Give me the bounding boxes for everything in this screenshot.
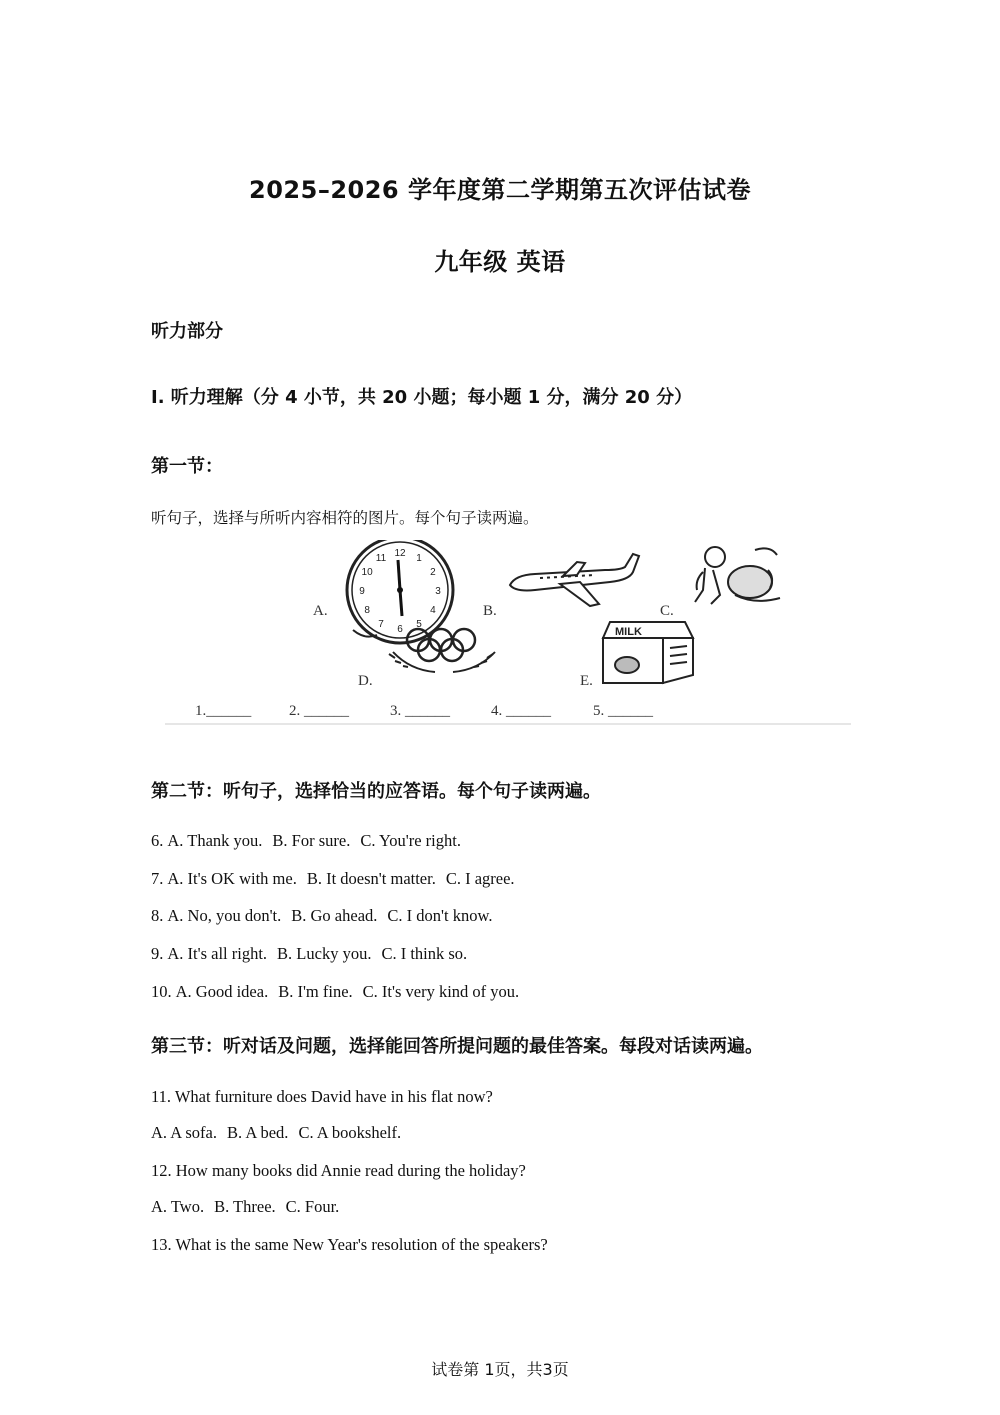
question-number: 8. (151, 906, 164, 925)
question-13-text: 13. What is the same New Year's resolution of the speakers? (151, 1235, 548, 1254)
option-a[interactable]: A. A sofa. (151, 1123, 217, 1142)
picture-label-c: C. (660, 603, 674, 619)
question-9 (151, 944, 477, 964)
picture-label-e: E. (580, 673, 593, 689)
question-8 (151, 906, 502, 926)
option-a[interactable]: A. No, you don't. (167, 906, 282, 925)
clock-numeral: 3 (435, 586, 441, 597)
clock-numeral: 11 (375, 553, 387, 565)
option-a[interactable]: A. Two. (151, 1197, 205, 1216)
person-picture (695, 547, 780, 604)
section2-heading: 第二节：听句子，选择恰当的应答语。每个句子读两遍。 (151, 781, 601, 802)
option-c[interactable]: C. You're right. (360, 831, 461, 850)
milk-label: MILK (615, 626, 642, 638)
section-listening-heading: 听力部分 (151, 321, 223, 342)
clock-numeral: 10 (361, 567, 373, 578)
question-number: 9. (151, 944, 164, 963)
clock-numeral: 9 (359, 586, 365, 597)
option-c[interactable]: C. I think so. (381, 944, 468, 963)
question-10 (151, 982, 529, 1002)
answer-blank-5[interactable]: 5. ______ (593, 703, 653, 719)
question-6 (151, 831, 471, 851)
section1-heading: 第一节： (151, 456, 223, 477)
clock-numeral: 8 (364, 605, 370, 616)
clock-numeral: 2 (430, 567, 436, 578)
picture-options-figure (165, 540, 855, 726)
option-b[interactable]: B. Go ahead. (291, 906, 378, 925)
question-11-text: 11. What furniture does David have in his flat now? (151, 1087, 493, 1106)
option-b[interactable]: B. For sure. (272, 831, 351, 850)
section3-heading: 第三节：听对话及问题，选择能回答所提问题的最佳答案。每段对话读两遍。 (151, 1036, 763, 1057)
option-a[interactable]: A. It's all right. (167, 944, 268, 963)
question-12-options (151, 1197, 349, 1217)
option-c[interactable]: C. I agree. (445, 869, 515, 888)
option-b[interactable]: B. It doesn't matter. (306, 869, 436, 888)
option-a[interactable]: A. Good idea. (175, 982, 269, 1001)
option-a[interactable]: A. Thank you. (167, 831, 263, 850)
question-number: 7. (151, 869, 164, 888)
answer-blank-3[interactable]: 3. ______ (390, 703, 450, 719)
question-number: 6. (151, 831, 164, 850)
answer-blank-4[interactable]: 4. ______ (491, 703, 551, 719)
question-12-text: 12. How many books did Annie read during the holiday? (151, 1161, 526, 1180)
answer-blank-2[interactable]: 2. ______ (289, 703, 349, 719)
answer-blank-1[interactable]: 1.______ (195, 703, 252, 719)
picture-label-d: D. (358, 673, 373, 689)
clock-numeral: 1 (416, 553, 422, 565)
clock-numeral: 5 (416, 618, 422, 630)
question-11-options (151, 1123, 411, 1143)
page-footer: 试卷第 1页，共3页 (431, 1360, 569, 1379)
option-c[interactable]: C. Four. (285, 1197, 340, 1216)
question-number: 10. (151, 982, 172, 1001)
exam-title: 2025–2026 学年度第二学期第五次评估试卷 (249, 176, 751, 204)
airplane-picture (510, 554, 639, 606)
exam-subtitle: 九年级 英语 (434, 248, 566, 276)
option-a[interactable]: A. It's OK with me. (167, 869, 297, 888)
option-b[interactable]: B. Lucky you. (277, 944, 372, 963)
clock-picture (347, 540, 453, 643)
part1-heading: I. 听力理解（分 4 小节，共 20 小题；每小题 1 分，满分 20 分） (151, 387, 693, 408)
clock-numeral: 4 (430, 605, 436, 616)
answer-blanks (195, 703, 654, 719)
option-b[interactable]: B. I'm fine. (278, 982, 353, 1001)
clock-numeral: 7 (378, 618, 384, 630)
clock-numeral: 12 (394, 548, 406, 559)
question-7 (151, 869, 525, 889)
option-c[interactable]: C. A bookshelf. (298, 1123, 402, 1142)
picture-label-b: B. (483, 603, 497, 619)
olympic-rings-picture (389, 629, 495, 672)
option-b[interactable]: B. A bed. (227, 1123, 289, 1142)
option-c[interactable]: C. It's very kind of you. (362, 982, 520, 1001)
option-b[interactable]: B. Three. (214, 1197, 276, 1216)
option-c[interactable]: C. I don't know. (387, 906, 493, 925)
section1-instruction: 听句子，选择与所听内容相符的图片。每个句子读两遍。 (151, 509, 539, 527)
picture-label-a: A. (313, 603, 328, 619)
clock-numeral: 6 (397, 624, 403, 635)
picture-options-svg (165, 540, 855, 726)
